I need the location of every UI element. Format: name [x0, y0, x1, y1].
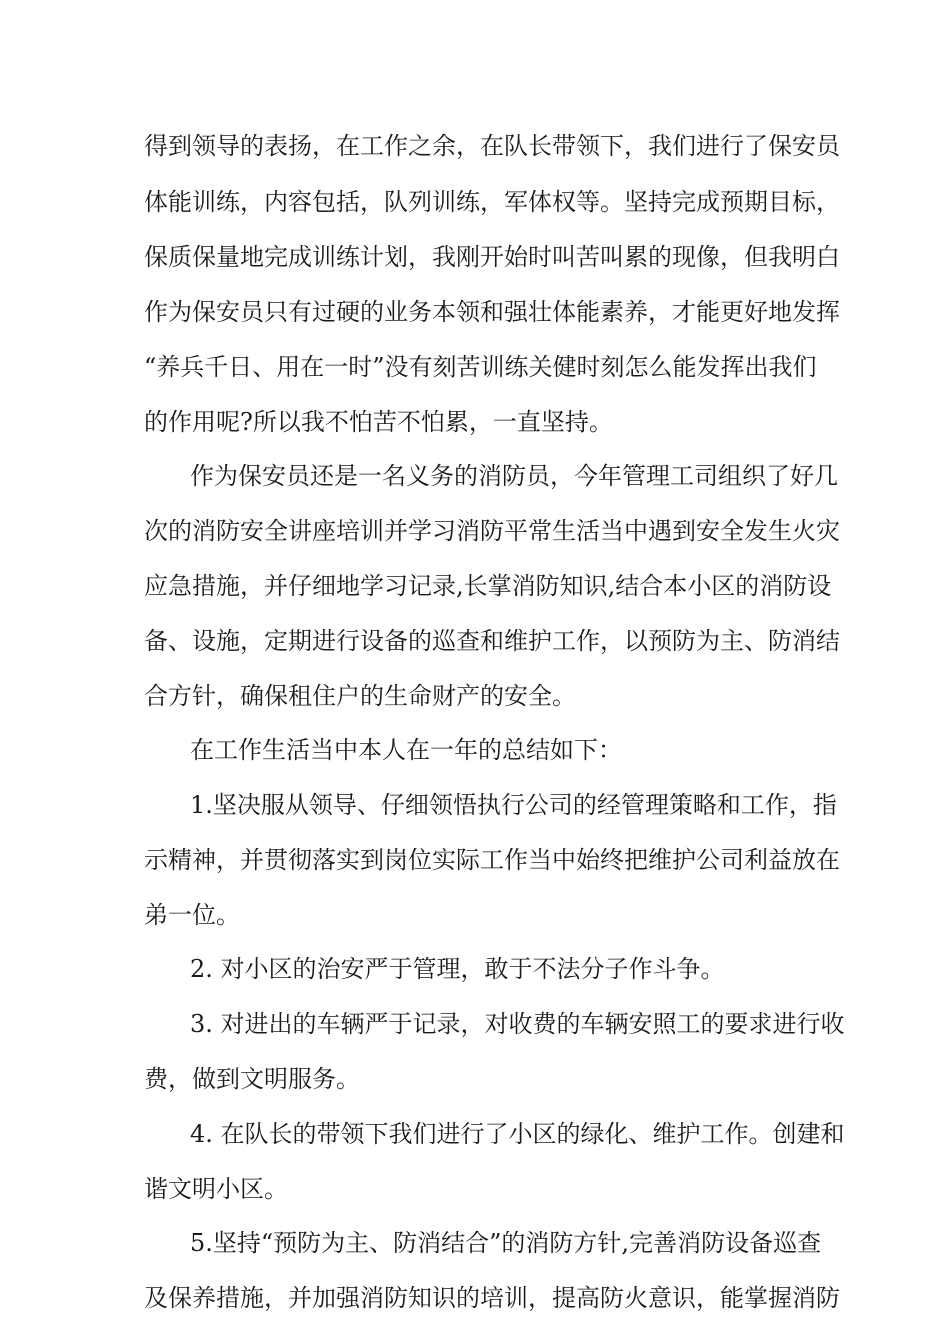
text-line: 作为保安员只有过硬的业务本领和强壮体能素养，才能更好地发挥 [144, 298, 840, 326]
text-line: 应急措施，并仔细地学习记录,长掌消防知识,结合本小区的消防设 [144, 572, 832, 600]
text-line: 及保养措施，并加强消防知识的培训，提高防火意识，能掌握消防 [144, 1284, 840, 1312]
text-line: 体能训练，内容包括，队列训练，军体权等。坚持完成预期目标， [144, 188, 840, 216]
list-item-line: 5.坚持“预防为主、防消结合”的消防方针,完善消防设备巡查 [190, 1229, 822, 1257]
paragraph-start-line: 作为保安员还是一名义务的消防员，今年管理工司组织了好几 [190, 462, 838, 490]
text-line: 备、设施，定期进行设备的巡查和维护工作，以预防为主、防消结 [144, 627, 840, 655]
text-line: 的作用呢?所以我不怕苦不怕累，一直坚持。 [144, 408, 613, 436]
text-line: 得到领导的表扬，在工作之余，在队长带领下，我们进行了保安员 [144, 132, 840, 160]
list-item-line: 1.坚决服从领导、仔细领悟执行公司的经管理策略和工作，指 [190, 791, 837, 819]
list-item-line: 3. 对进出的车辆严于记录，对收费的车辆安照工的要求进行收 [190, 1010, 845, 1038]
list-item-line: 4. 在队长的带领下我们进行了小区的绿化、维护工作。创建和 [190, 1120, 845, 1148]
text-line: 示精神，并贯彻落实到岗位实际工作当中始终把维护公司利益放在 [144, 846, 840, 874]
text-line: 弟一位。 [144, 901, 240, 929]
paragraph-start-line: 在工作生活当中本人在一年的总结如下： [190, 736, 622, 764]
text-line: 费，做到文明服务。 [144, 1065, 360, 1093]
text-line: 次的消防安全讲座培训并学习消防平常生活当中遇到安全发生火灾 [144, 517, 840, 545]
text-line: “养兵千日、用在一时”没有刻苦训练关健时刻怎么能发挥出我们 [144, 353, 817, 381]
text-line: 保质保量地完成训练计划，我刚开始时叫苦叫累的现像，但我明白 [144, 243, 840, 271]
text-line: 谐文明小区。 [144, 1175, 288, 1203]
text-line: 合方针，确保租住户的生命财产的安全。 [144, 682, 576, 710]
list-item-line: 2. 对小区的治安严于管理，敢于不法分子作斗争。 [190, 955, 725, 983]
